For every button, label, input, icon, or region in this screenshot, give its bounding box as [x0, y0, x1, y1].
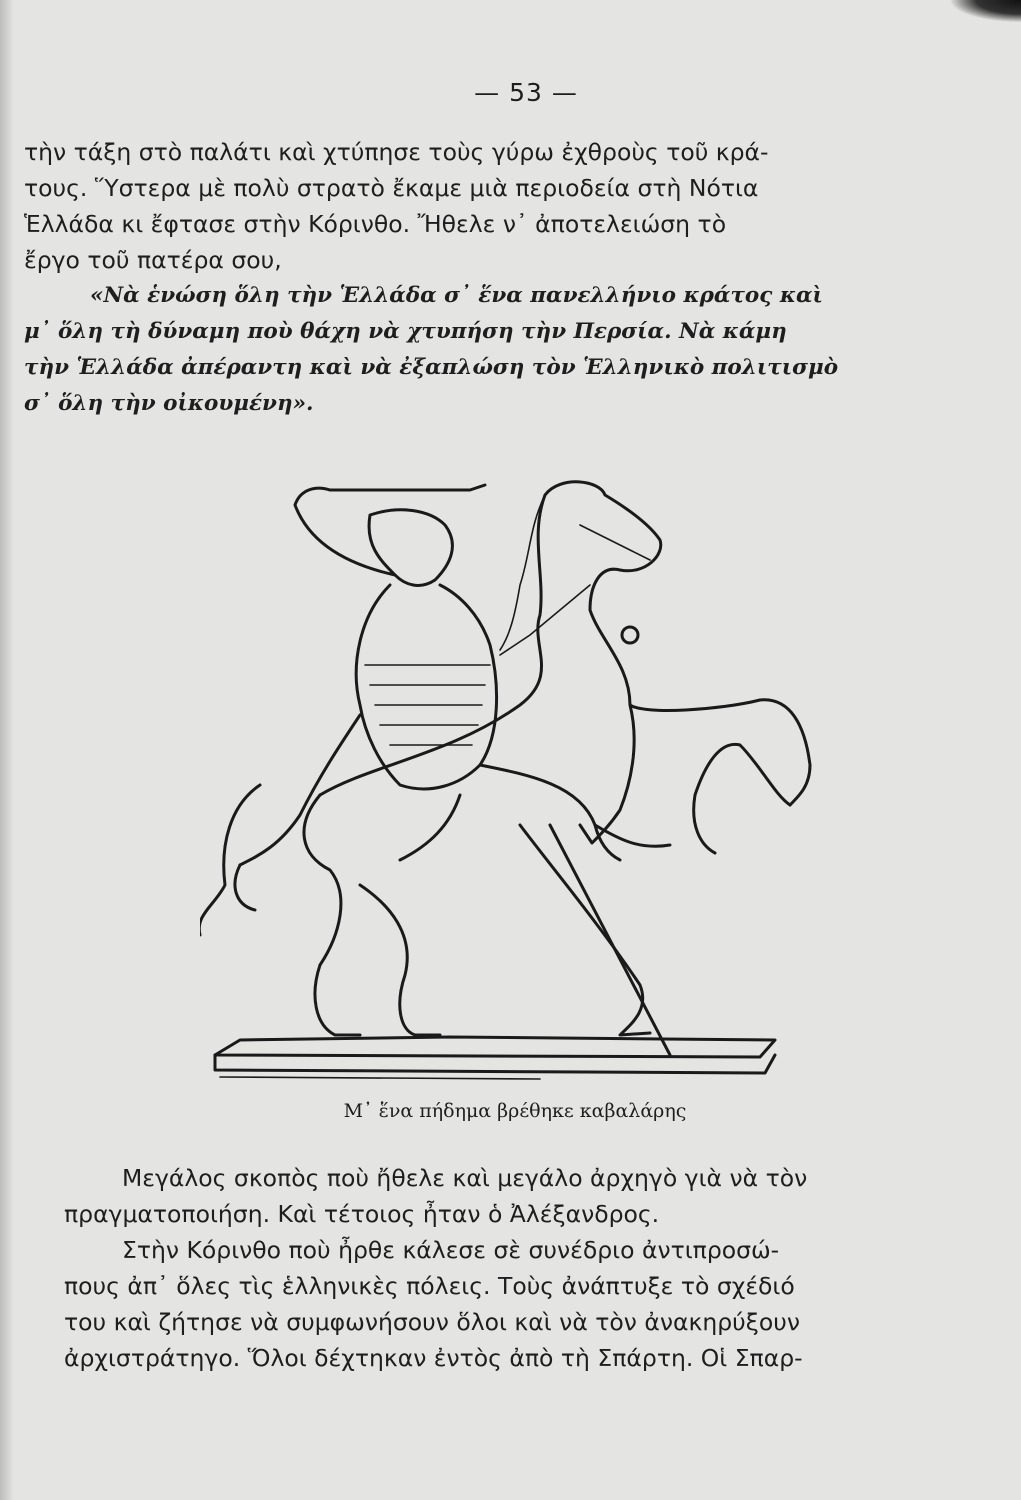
page-number: — 53 —	[474, 78, 578, 107]
paragraph-line: Μεγάλος σκοπὸς ποὺ ἤθελε καὶ μεγάλο ἀρχηγὸ γιὰ νὰ τὸν	[122, 1164, 808, 1192]
text-block-bottom	[64, 1160, 954, 1376]
horseman-statue-illustration	[200, 465, 840, 1105]
quote-line: «Νὰ ἑνώση ὅλη τὴν Ἑλλάδα σ᾿ ἕνα πανελλήνιο κράτος καὶ	[90, 283, 823, 308]
quote-block	[24, 278, 944, 422]
quote-line: σ᾿ ὅλη τὴν οἰκουμένη».	[24, 391, 314, 416]
figure-illustration	[200, 465, 840, 1105]
paragraph-line: ἀρχιστράτηγο. Ὅλοι δέχτηκαν ἐντὸς ἀπὸ τὴ Σπάρτη. Οἱ Σπαρ-	[64, 1344, 803, 1372]
text-block-top	[24, 134, 944, 422]
page-binding-shadow	[0, 0, 14, 1500]
paragraph-2	[64, 1160, 954, 1232]
paragraph-3	[64, 1232, 954, 1376]
paragraph-line: πραγματοποιήση. Καὶ τέτοιος ἦταν ὁ Ἀλέξανδρος.	[64, 1200, 660, 1228]
paragraph-1	[24, 134, 944, 278]
paragraph-line: τὴν τάξη στὸ παλάτι καὶ χτύπησε τοὺς γύρω ἐχθροὺς τοῦ κρά-	[24, 138, 769, 166]
figure-caption: Μ᾿ ἕνα πήδημα βρέθηκε καβαλάρης	[343, 1100, 687, 1122]
paragraph-line: Ἑλλάδα κι ἔφτασε στὴν Κόρινθο. Ἤθελε ν᾿ ἀποτελειώση τὸ	[24, 210, 727, 238]
quote-line: τὴν Ἑλλάδα ἀπέραντη καὶ νὰ ἐξαπλώση τὸν Ἑλληνικὸ πολιτισμὸ	[24, 355, 839, 380]
paragraph-line: τους. Ὕστερα μὲ πολὺ στρατὸ ἔκαμε μιὰ περιοδεία στὴ Νότια	[24, 174, 759, 202]
quote-line: μ᾿ ὅλη τὴ δύναμη ποὺ θάχη νὰ χτυπήση τὴν Περσία. Νὰ κάμη	[24, 319, 787, 344]
scan-corner-mark	[951, 0, 1021, 22]
paragraph-line: του καὶ ζήτησε νὰ συμφωνήσουν ὅλοι καὶ νὰ τὸν ἀνακηρύξουν	[64, 1308, 800, 1336]
paragraph-line: πους ἀπ᾿ ὅλες τὶς ἑλληνικὲς πόλεις. Τοὺς ἀνάπτυξε τὸ σχέδιό	[64, 1272, 795, 1300]
paragraph-line: ἔργο τοῦ πατέρα σου,	[24, 246, 282, 274]
paragraph-line: Στὴν Κόρινθο ποὺ ἦρθε κάλεσε σὲ συνέδριο ἀντιπροσώ-	[122, 1236, 780, 1264]
